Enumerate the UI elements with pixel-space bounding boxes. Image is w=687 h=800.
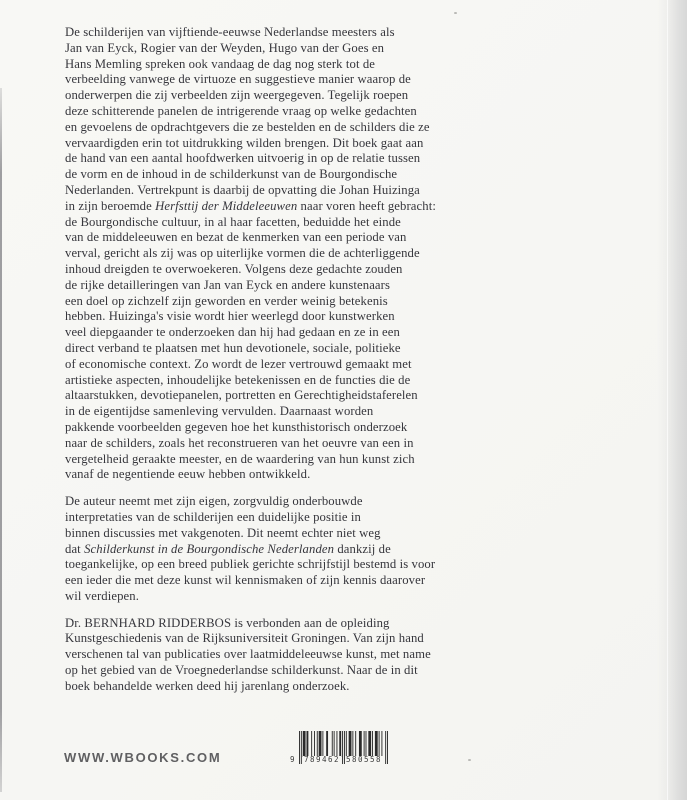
- text-line: Dr. BERNHARD RIDDERBOS is verbonden aan de opleiding: [65, 615, 390, 630]
- text-line: wil verdiepen.: [65, 588, 139, 603]
- text-line: Nederlanden. Vertrekpunt is daarbij de opvatting die Johan Huizinga: [65, 182, 420, 197]
- text-line: De schilderijen van vijftiende-eeuwse Nederlandse meesters als: [65, 25, 395, 39]
- cover-left-edge: [0, 88, 2, 792]
- text-line: onderwerpen die zij verbeelden zijn weergegeven. Tegelijk roepen: [65, 88, 409, 103]
- text-line: veel diepgaander te onderzoeken dan hij had gedaan en ze in een: [65, 325, 400, 340]
- text-line: altaarstukken, devotiepanelen, portretten en Gerechtigheidstaferelen: [65, 388, 418, 403]
- text-line: de Bourgondische cultuur, in al haar facetten, beduidde het einde: [65, 214, 401, 229]
- text-line: de vorm en de inhoud in de schilderkunst van de Bourgondische: [65, 167, 398, 182]
- text-line: op het gebied van de Vroegnederlandse schilderkunst. Naar de in dit: [65, 663, 418, 678]
- cover-text: [65, 25, 489, 695]
- barcode-digit-prefix: 9: [290, 755, 295, 764]
- text-line: artistieke aspecten, inhoudelijke betekenissen en de functies die de: [65, 372, 411, 387]
- text-line: naar de schilders, zoals het reconstrueren van het oeuvre van een in: [65, 435, 414, 450]
- text-line: verval, gericht als zij was op uiterlijke vormen die de achterliggende: [65, 246, 420, 261]
- text-line: en gevoelens de opdrachtgevers die ze bestelden en de schilders die ze: [65, 119, 430, 134]
- text-line: binnen discussies met vakgenoten. Dit neemt echter niet weg: [65, 525, 381, 540]
- text-line: inhoud dreigden te overwoekeren. Volgens deze gedachte zouden: [65, 261, 403, 276]
- text-line: vanaf de negentiende eeuw hebben ontwikkeld.: [65, 467, 311, 482]
- paragraph: [65, 616, 489, 695]
- text-line: de rijke detailleringen van Jan van Eyck en andere kunstenaars: [65, 277, 391, 292]
- text-line: De auteur neemt met zijn eigen, zorgvuldig onderbouwde: [65, 494, 363, 509]
- isbn-barcode: [290, 731, 392, 765]
- text-line: een ieder die met deze kunst wil kennismaken of zijn kennis daarover: [65, 573, 426, 588]
- cover-right-edge-highlight: [667, 0, 668, 800]
- text-line: of economische context. Zo wordt de lezer vertrouwd gemaakt met: [65, 356, 412, 371]
- barcode-digits-left: 789462: [303, 755, 341, 764]
- scan-speck: [454, 12, 457, 14]
- text-line: van de middeleeuwen en bezat de kenmerken van een periode van: [65, 230, 407, 245]
- text-line: verschenen tal van publicaties over laatmiddeleeuwse kunst, met name: [65, 647, 431, 662]
- text-line: dat Schilderkunst in de Bourgondische Nederlanden dankzij de: [65, 541, 391, 556]
- text-line: deze schitterende panelen de intrigerende vraag op welke gedachten: [65, 103, 417, 118]
- text-line: een doel op zichzelf zijn geworden en verder weinig betekenis: [65, 293, 388, 308]
- paragraph: [65, 494, 489, 605]
- text-line: vergetelheid geraakte meester, en de waardering van hun kunst zich: [65, 451, 415, 466]
- text-line: Hans Memling spreken ook vandaag de dag nog sterk tot de: [65, 56, 376, 71]
- text-line: toegankelijke, op een breed publiek gerichte schrijfstijl bestemd is voor: [65, 557, 436, 572]
- scan-speck: [468, 759, 471, 761]
- text-line: pakkende voorbeelden gegeven hoe het kunsthistorisch onderzoek: [65, 419, 408, 434]
- text-line: de hand van een aantal hoofdwerken uitvoerig in op de relatie tussen: [65, 151, 421, 166]
- paragraph: [65, 25, 489, 483]
- text-line: hebben. Huizinga's visie wordt hier weerlegd door kunstwerken: [65, 309, 395, 324]
- text-line: verbeelding vanwege de virtuoze en suggestieve manier waarop de: [65, 72, 411, 87]
- text-line: Kunstgeschiedenis van de Rijksuniversiteit Groningen. Van zijn hand: [65, 631, 424, 646]
- text-line: interpretaties van de schilderijen een duidelijke positie in: [65, 509, 361, 524]
- text-line: vervaardigden erin tot uitdrukking wilden brengen. Dit boek gaat aan: [65, 135, 424, 150]
- text-line: in de eigentijdse samenleving vervulden. Daarnaast worden: [65, 404, 374, 419]
- publisher-url: WWW.WBOOKS.COM: [64, 750, 222, 765]
- text-line: boek behandelde werken deed hij jarenlang onderzoek.: [65, 678, 350, 693]
- text-line: direct verband te plaatsen met hun devotionele, sociale, politieke: [65, 340, 401, 355]
- text-line: Jan van Eyck, Rogier van der Weyden, Hugo van der Goes en: [65, 40, 385, 55]
- barcode-digits-right: 580558: [345, 755, 383, 764]
- text-line: in zijn beroemde Herfsttij der Middeleeuwen naar voren heeft gebracht:: [65, 198, 436, 213]
- cover-right-edge: [657, 0, 687, 800]
